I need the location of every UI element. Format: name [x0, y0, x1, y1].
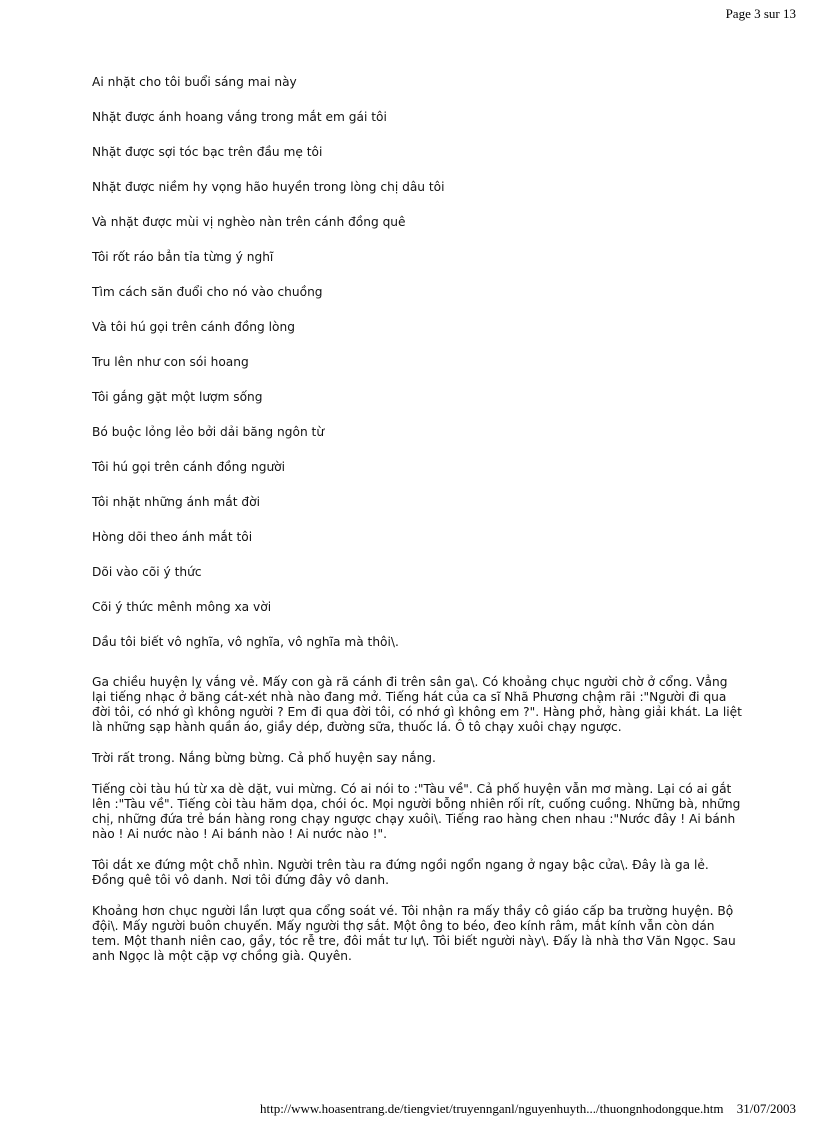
poem-line: Hòng dõi theo ánh mắt tôi: [92, 530, 253, 544]
poem-line: Tru lên như con sói hoang: [92, 355, 249, 369]
poem-line: Tôi hú gọi trên cánh đồng người: [92, 460, 286, 474]
poem-line: Nhặt được niềm hy vọng hão huyền trong lòng chị dâu tôi: [92, 180, 445, 194]
poem-line: Nhặt được sợi tóc bạc trên đầu mẹ tôi: [92, 145, 323, 159]
document-body: [92, 73, 742, 980]
poem-line: Dõi vào cõi ý thức: [92, 565, 202, 579]
prose-paragraph: Tôi dắt xe đứng một chỗ nhìn. Người trên tàu ra đứng ngồi ngổn ngang ở ngay bậc cửa\. Đây là ga lẻ. Đồng quê tôi vô danh. Nơi tôi đứng đây vô danh.: [92, 858, 709, 887]
poem-line: Tôi gắng gặt một lượm sống: [92, 390, 263, 404]
poem-line: Bó buộc lỏng lẻo bởi dải băng ngôn từ: [92, 425, 325, 439]
poem-line: Tôi rốt ráo bẳn tỉa từng ý nghĩ: [92, 250, 274, 264]
poem-line: Tìm cách săn đuổi cho nó vào chuồng: [92, 285, 323, 299]
source-url: http://www.hoasentrang.de/tiengviet/truyennganl/nguyenhuyth.../thuongnhodongque.htm: [260, 1101, 724, 1116]
prose-paragraph: Tiếng còi tàu hú từ xa dè dặt, vui mừng. Có ai nói to :"Tàu về". Cả phố huyện vẫn mơ màng. Lại có ai gắt lên :"Tàu về". Tiếng còi tàu hăm dọa, chói óc. Mọi người bỗng nhiên rối rít, cuống cuồng. Những bà, những chị, những đứa trẻ bán hàng rong chạy ngược chạy xuôi\. Tiếng rao hàng chen nhau :"Nước đây ! Ai bánh nào ! Ai nước nào ! Ai bánh nào ! Ai nước nào !".: [92, 782, 741, 841]
page-number: Page 3 sur 13: [725, 6, 796, 21]
prose-paragraph: Trời rất trong. Nắng bừng bừng. Cả phố huyện say nắng.: [92, 751, 436, 765]
poem-line: Và nhặt được mùi vị nghèo nàn trên cánh đồng quê: [92, 215, 406, 229]
poem-line: Dầu tôi biết vô nghĩa, vô nghĩa, vô nghĩa mà thôi\.: [92, 635, 399, 649]
poem-line: Nhặt được ánh hoang vắng trong mắt em gái tôi: [92, 110, 387, 124]
poem-line: Cõi ý thức mênh mông xa vời: [92, 600, 272, 614]
poem-line: Và tôi hú gọi trên cánh đồng lòng: [92, 320, 295, 334]
prose-paragraph: Khoảng hơn chục người lần lượt qua cổng soát vé. Tôi nhận ra mấy thầy cô giáo cấp ba trường huyện. Bộ đội\. Mấy người buôn chuyến. Mấy người thợ sắt. Một ông to béo, đeo kính râm, mắt kính vẫn còn dán tem. Một thanh niên cao, gầy, tóc rễ tre, đôi mắt tư lự\. Tôi biết người này\. Đấy là nhà thơ Văn Ngọc. Sau anh Ngọc là một cặp vợ chồng già. Quyên.: [92, 904, 736, 963]
page-footer: [0, 1101, 796, 1117]
prose-paragraph: Ga chiều huyện lỵ vắng vẻ. Mấy con gà rã cánh đi trên sân ga\. Có khoảng chục người chờ ở cổng. Vẳng lại tiếng nhạc ở băng cát-xét nhà nào đang mở. Tiếng hát của ca sĩ Nhã Phương chậm rãi :"Người đi qua đời tôi, có nhớ gì không người ? Em đi qua đời tôi, có nhớ gì không em ?". Hàng phở, hàng giải khát. La liệt là những sạp hành quần áo, giầy dép, đường sữa, thuốc lá. Ô tô chạy xuôi chạy ngược.: [92, 675, 742, 734]
print-date: 31/07/2003: [736, 1101, 796, 1116]
poem-line: Tôi nhặt những ánh mắt đời: [92, 495, 261, 509]
poem-line: Ai nhặt cho tôi buổi sáng mai này: [92, 75, 297, 89]
